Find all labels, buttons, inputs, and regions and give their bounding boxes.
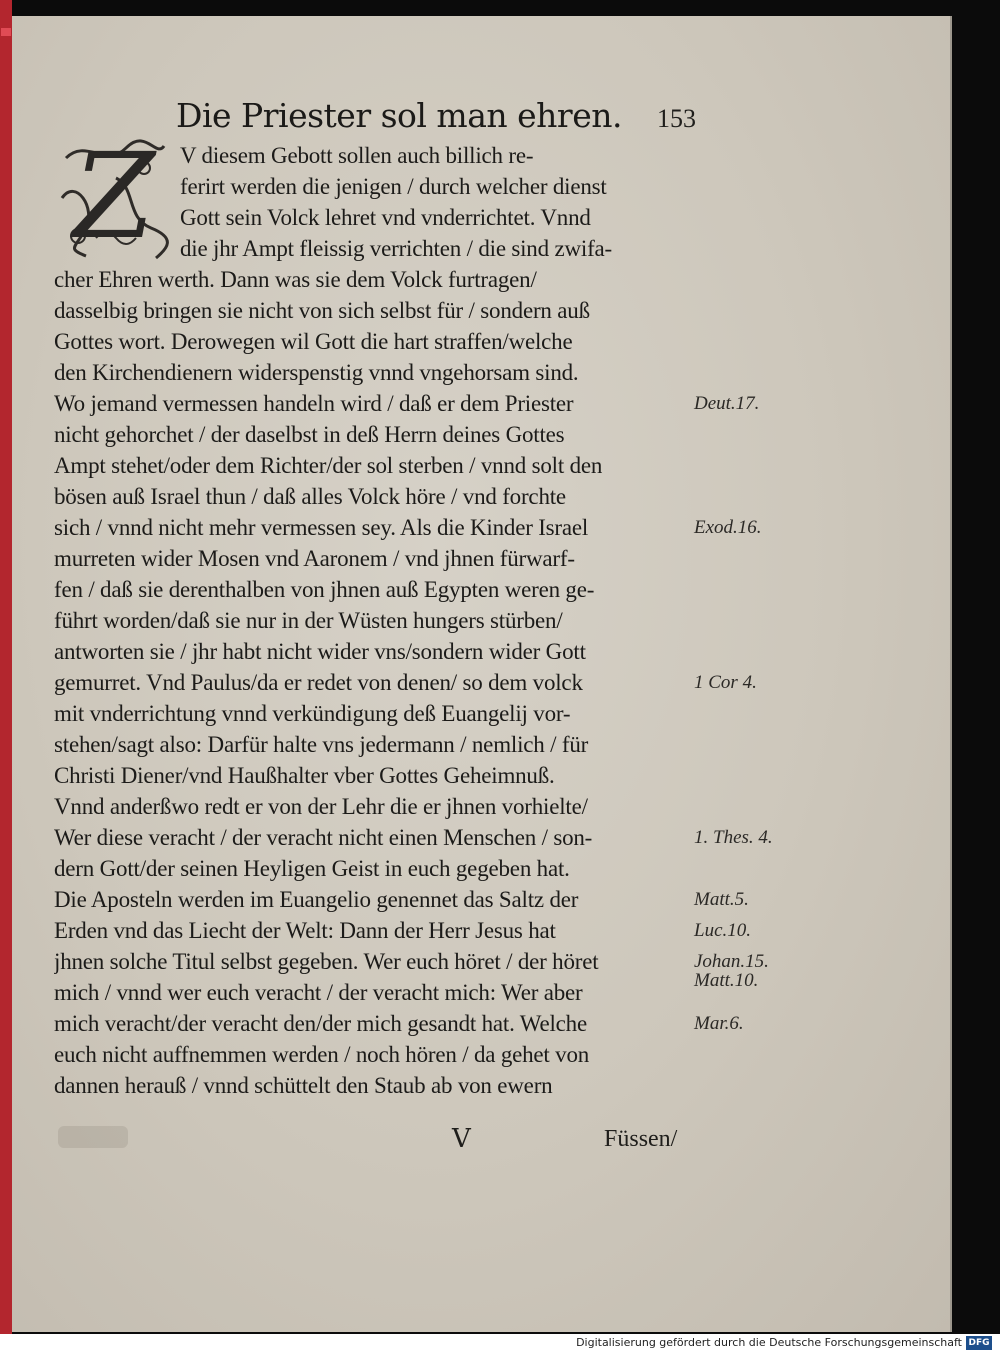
text-line: die jhr Ampt fleissig verrichten / die sind zwifa-	[180, 236, 612, 261]
text-line: dasselbig bringen sie nicht von sich selbst für / sondern auß	[54, 298, 590, 323]
footer-credit: Digitalisierung gefördert durch die Deutsche Forschungsgemeinschaft	[576, 1336, 962, 1349]
text-line: sich / vnnd nicht mehr vermessen sey. Als die Kinder Israel	[54, 515, 589, 540]
text-line: Gott sein Volck lehret vnd vnderrichtet. Vnnd	[180, 205, 591, 230]
decorated-initial	[56, 127, 172, 265]
text-line: Gottes wort. Derowegen wil Gott die hart straffen/welche	[54, 329, 573, 354]
margin-note: Matt.10.	[694, 969, 759, 991]
dfg-logo: DFG	[966, 1336, 992, 1350]
page-header	[176, 96, 696, 140]
text-line: murreten wider Mosen vnd Aaronem / vnd jhnen fürwarf-	[54, 546, 575, 571]
margin-note: Exod.16.	[694, 517, 762, 538]
text-line: Wo jemand vermessen handeln wird / daß er dem Priester	[54, 391, 574, 416]
signature-mark: V	[452, 1124, 471, 1154]
text-line: den Kirchendienern widerspenstig vnnd vngehorsam sind.	[54, 360, 579, 385]
text-line: dern Gott/der seinen Heyligen Geist in euch gegeben hat.	[54, 856, 570, 881]
margin-note: Matt.5.	[694, 889, 749, 910]
margin-note: 1. Thes. 4.	[694, 827, 773, 848]
text-line: mit vnderrichtung vnnd verkündigung deß Euangelij vor-	[54, 701, 571, 726]
text-line: mich / vnnd wer euch veracht / der veracht mich: Wer aber	[54, 980, 583, 1005]
text-line: mich veracht/der veracht den/der mich gesandt hat. Welche	[54, 1011, 587, 1036]
running-title: Die Priester sol man ehren.	[176, 96, 622, 135]
margin-note: Deut.17.	[694, 393, 760, 414]
left-edge-strip	[0, 0, 12, 1334]
text-line: fen / daß sie derenthalben von jhnen auß Egypten weren ge-	[54, 577, 595, 602]
margin-note: Johan.15.	[694, 951, 769, 972]
text-line: Ampt stehet/oder dem Richter/der sol sterben / vnnd solt den	[54, 453, 603, 478]
text-line: Wer diese veracht / der veracht nicht einen Menschen / son-	[54, 825, 593, 850]
text-line: jhnen solche Titul selbst gegeben. Wer euch höret / der höret	[54, 949, 599, 974]
text-line: Christi Diener/vnd Haußhalter vber Gottes Geheimnuß.	[54, 763, 555, 788]
margin-note: Mar.6.	[694, 1013, 744, 1034]
text-line: gemurret. Vnd Paulus/da er redet von denen/ so dem volck	[54, 670, 583, 695]
text-line: cher Ehren werth. Dann was sie dem Volck furtragen/	[54, 267, 537, 292]
ink-bleed-stain	[58, 1126, 128, 1148]
text-line: nicht gehorchet / der daselbst in deß Herrn deines Gottes	[54, 422, 565, 447]
margin-note: 1 Cor 4.	[694, 672, 757, 693]
text-line: Vnnd anderßwo redt er von der Lehr die er jhnen vorhielte/	[54, 794, 588, 819]
margin-note: Luc.10.	[694, 920, 751, 941]
text-line: euch nicht auffnemmen werden / noch hören / da gehet von	[54, 1042, 590, 1067]
text-line: führt worden/daß sie nur in der Wüsten hungers stürben/	[54, 608, 563, 633]
footer-bar	[0, 1334, 1000, 1354]
catchword: Füssen/	[604, 1126, 678, 1152]
text-line: V diesem Gebott sollen auch billich re-	[180, 143, 534, 168]
edge-marker	[1, 28, 11, 36]
text-line: dannen herauß / vnnd schüttelt den Staub ab von ewern	[54, 1073, 553, 1098]
text-line: stehen/sagt also: Darfür halte vns jedermann / nemlich / für	[54, 732, 589, 757]
initial-letter: Z	[73, 127, 155, 265]
text-line: Erden vnd das Liecht der Welt: Dann der Herr Jesus hat	[54, 918, 556, 943]
text-line: antworten sie / jhr habt nicht wider vns/sondern wider Gott	[54, 639, 586, 664]
text-line: Die Aposteln werden im Euangelio genennet das Saltz der	[54, 887, 579, 912]
page-number: 153	[657, 104, 696, 133]
text-line: ferirt werden die jenigen / durch welcher dienst	[180, 174, 607, 199]
text-line: bösen auß Israel thun / daß alles Volck höre / vnd forchte	[54, 484, 566, 509]
